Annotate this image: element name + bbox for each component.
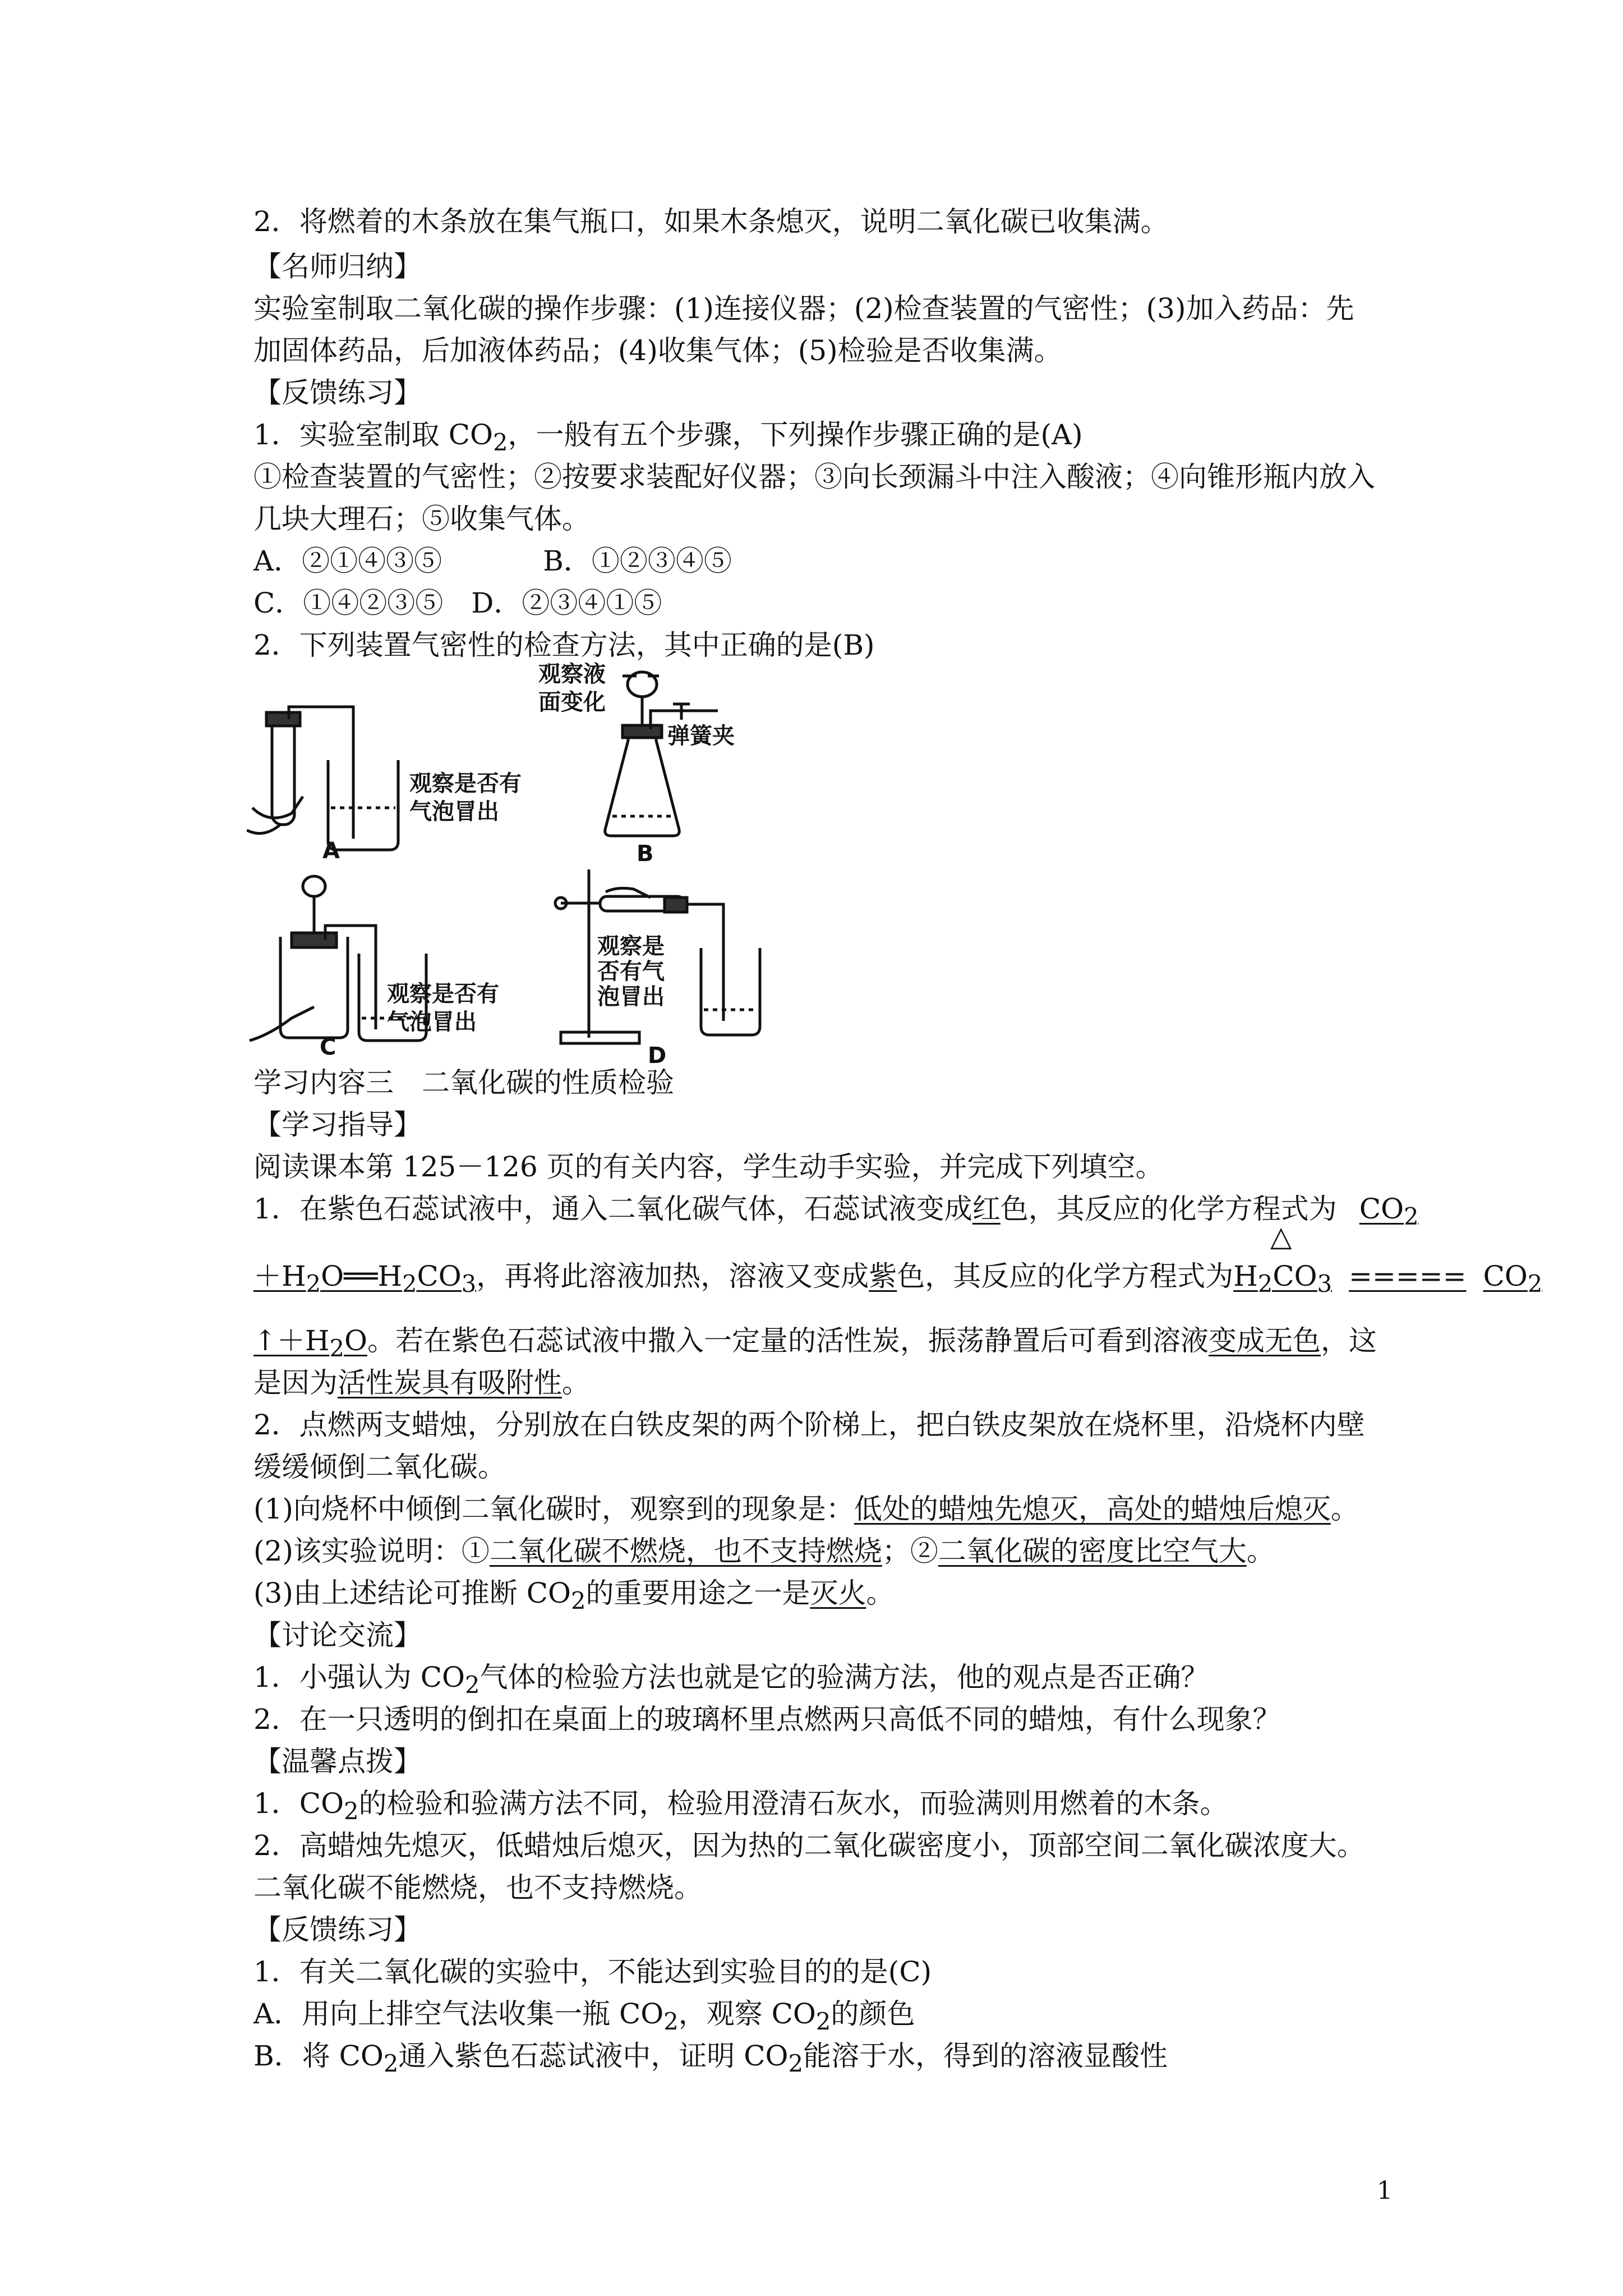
text-line: 2．高蜡烛先熄灭，低蜡烛后熄灭，因为热的二氧化碳密度小，顶部空间二氧化碳浓度大。 [253,1829,1365,1862]
text-line: 阅读课本第 125－126 页的有关内容，学生动手实验，并完成下列填空。 [253,1151,1164,1183]
equation-line: $+H_2O══H_2CO_3$，再将此溶液加热，溶液又变成紫色，其反应的化学方程式为$H_2CO_3$ ===== $CO_2$ [253,1260,1543,1297]
figure-b-label: B [637,841,654,867]
text-line: 加固体药品，后加液体药品；(4)收集气体；(5)检验是否收集满。 [253,334,1062,367]
text-line: 1．在紫色石蕊试液中，通入二氧化碳气体，石蕊试液变成红色，其反应的化学方程式为 $CO_2$ [253,1193,1419,1230]
text-line: 是因为活性炭具有吸附性。 [253,1366,590,1399]
page-number: 1 [1377,2177,1393,2205]
section-title: 学习内容三 二氧化碳的性质检验 [253,1066,674,1099]
text-line: (2)该实验说明：①二氧化碳不燃烧，也不支持燃烧；②二氧化碳的密度比空气大。 [253,1535,1275,1567]
option-line: A．②①④③⑤ B．①②③④⑤ [253,545,732,577]
apparatus-figure-a [247,696,538,866]
text-line: 2．点燃两支蜡烛，分别放在白铁皮架的两个阶梯上，把白铁皮架放在烧杯里，沿烧杯内壁 [253,1409,1365,1441]
figure-c-label: C [320,1034,336,1057]
text-line: 2．将燃着的木条放在集气瓶口，如果木条熄灭，说明二氧化碳已收集满。 [253,205,1169,238]
equation-line: $↑+H_2O$。若在紫色石蕊试液中撒入一定量的活性炭，振荡静置后可看到溶液变成无色，这 [253,1324,1377,1362]
section-heading: 【反馈练习】 [253,1913,422,1946]
text-line: (1)向烧杯中倾倒二氧化碳时，观察到的现象是：低处的蜡烛先熄灭，高处的蜡烛后熄灭。 [253,1493,1359,1525]
option-line: A．用向上排空气法收集一瓶 $CO_2$，观察 $CO_2$的颜色 [253,1998,915,2035]
heat-symbol: △ [1270,1220,1292,1253]
figure-c-caption2: 气泡冒出 [387,1009,477,1035]
figure-a-label: A [322,838,340,864]
apparatus-b-drawing [538,659,808,867]
figure-a-caption2: 气泡冒出 [409,799,499,825]
text-line: 1．小强认为 $CO_2$气体的检验方法也就是它的验满方法，他的观点是否正确？ [253,1661,1209,1699]
option-line: C．①④②③⑤ D．②③④①⑤ [253,587,662,619]
figure-b-caption1: 观察液 [538,661,606,687]
question-line: 1．有关二氧化碳的实验中，不能达到实验目的的是(C) [253,1955,932,1988]
figure-a-caption1: 观察是否有 [409,771,522,797]
question-line: 1．实验室制取 $CO_2$，一般有五个步骤，下列操作步骤正确的是(A) [253,418,1083,456]
figure-d-caption2: 否有气 [597,959,665,984]
figure-d-caption3: 泡冒出 [597,984,665,1010]
section-heading: 【讨论交流】 [253,1619,422,1651]
section-heading: 【学习指导】 [253,1108,422,1141]
section-heading: 【反馈练习】 [253,376,422,409]
text-line: 二氧化碳不能燃烧，也不支持燃烧。 [253,1871,702,1904]
question-line: 2．下列装置气密性的检查方法，其中正确的是(B) [253,629,875,661]
figure-b-caption2: 面变化 [538,689,606,715]
text-line: ①检查装置的气密性；②按要求装配好仪器；③向长颈漏斗中注入酸液；④向锥形瓶内放入 [253,461,1375,493]
figure-b-caption3: 弹簧夹 [667,723,735,749]
option-line: B．将 $CO_2$通入紫色石蕊试液中，证明 $CO_2$能溶于水，得到的溶液显酸性 [253,2040,1168,2077]
apparatus-c-drawing [247,872,538,1057]
text-line: 缓缓倾倒二氧化碳。 [253,1451,506,1483]
text-line: 1．$CO_2$的检验和验满方法不同，检验用澄清石灰水，而验满则用燃着的木条。 [253,1787,1228,1825]
text-line: (3)由上述结论可推断 $CO_2$的重要用途之一是灭火。 [253,1577,895,1614]
text-line: 2．在一只透明的倒扣在桌面上的玻璃杯里点燃两只高低不同的蜡烛，有什么现象？ [253,1703,1281,1736]
apparatus-figure-d [538,864,819,1068]
text-line: 几块大理石；⑤收集气体。 [253,503,590,535]
section-heading: 【温馨点拨】 [253,1745,422,1778]
apparatus-d-drawing [538,864,819,1066]
text-line: 实验室制取二氧化碳的操作步骤：(1)连接仪器；(2)检查装置的气密性；(3)加入药品：先 [253,292,1354,325]
apparatus-figure-c [247,872,538,1060]
apparatus-a-drawing [247,696,538,864]
apparatus-figure-b [538,659,808,869]
figure-d-caption1: 观察是 [597,933,665,959]
figure-d-label: D [648,1043,667,1066]
section-heading: 【名师归纳】 [253,250,422,283]
figure-c-caption1: 观察是否有 [387,981,499,1007]
